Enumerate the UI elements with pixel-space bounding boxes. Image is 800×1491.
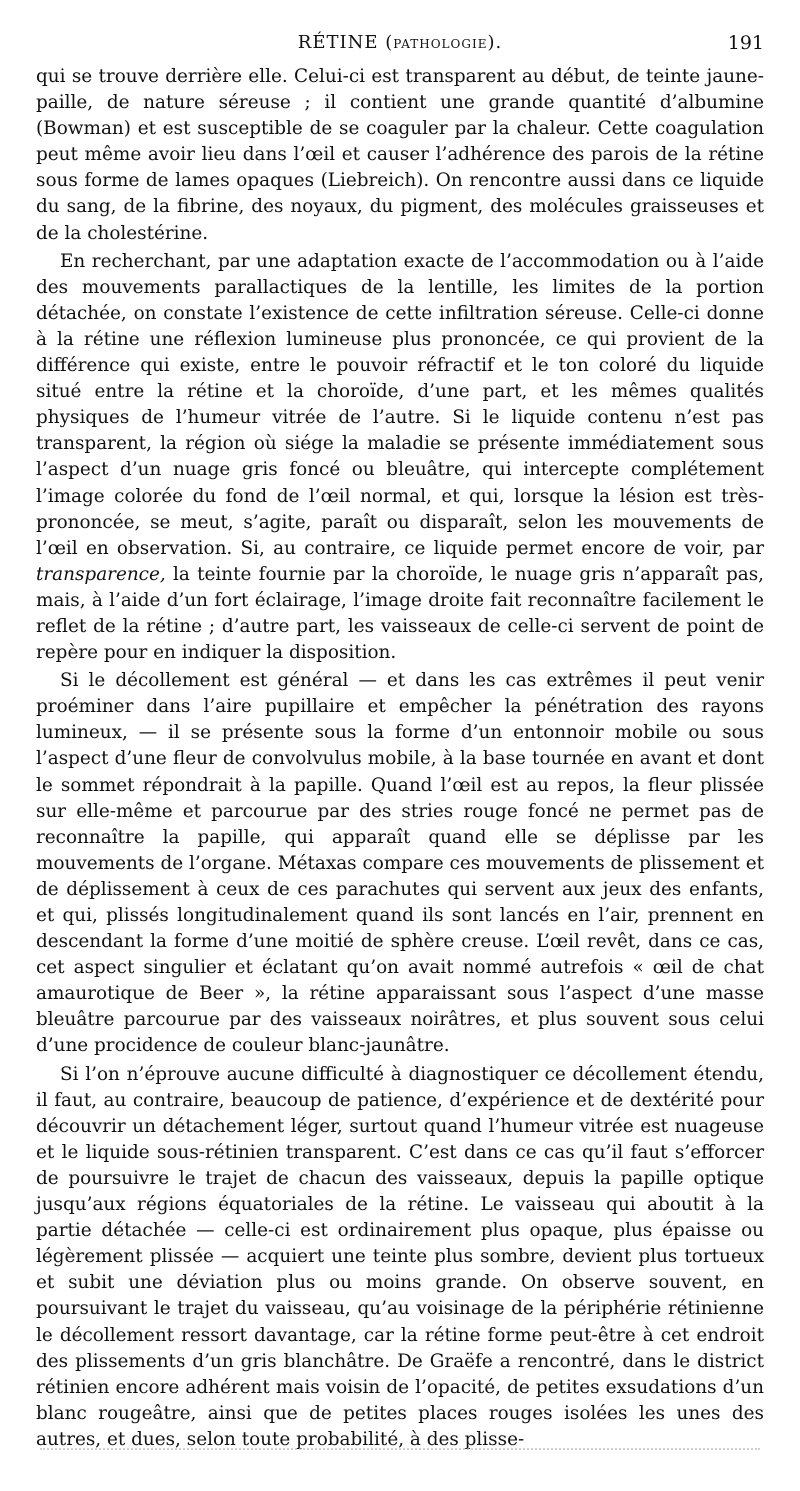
paragraph-3	[36, 668, 764, 1059]
paragraph-2	[36, 249, 764, 667]
paragraph-3-text: Si le décollement est général — et dans les cas extrêmes il peut venir proéminer dans l’aire pupillaire et empêcher la pénétration des rayons lumineux, — il se présente sous la forme d’un entonnoir mobile ou sous l’aspect d’une fleur de convolvulus mobile, à la base tournée en avant et dont le sommet répondrait à la papille. Quand l’œil est au repos, la fleur plissée sur elle-même et parcourue par des stries rouge foncé ne permet pas de reconnaître la papille, qui apparaît quand elle se déplisse par les mouvements de l’organe. Métaxas compare ces mouvements de plissement et de déplissement à ceux de ces parachutes qui servent aux jeux des enfants, et qui, plissés longitudinalement quand ils sont lancés en l’air, prennent en descendant la forme d’une moitié de sphère creuse. L’œil revêt, dans ce cas, cet aspect singulier et éclatant qu’on avait nommé autrefois « œil de chat amaurotique de Beer », la rétine apparaissant sous l’aspect d’une masse bleuâtre parcourue par des vaisseaux noirâtres, et plus souvent sous celui d’une procidence de couleur blanc-jaunâtre.	[36, 670, 764, 1057]
paragraph-2-text-start: En recherchant, par une adaptation exacte de l’accommodation ou à l’aide des mouvements parallactiques de la lentille, les limites de la portion détachée, on constate l’existence de cette infiltration séreuse. Celle-ci donne à la rétine une réflexion lumineuse plus prononcée, ce qui provient de la différence qui existe, entre le pouvoir réfractif et le ton coloré du liquide situé entre la rétine et la choroïde, d’une part, et les mêmes qualités physiques de l’humeur vitrée de l’autre. Si le liquide contenu n’est pas transparent, la région où siége la maladie se présente immédiatement sous l’aspect d’un nuage gris foncé ou bleuâtre, qui intercepte complétement l’image colorée du fond de l’œil normal, et qui, lorsque la lésion est très-prononcée, se meut, s’agite, paraît ou disparaît, selon les mouvements de l’œil en observation. Si, au contraire, ce liquide permet encore de voir, par	[36, 250, 764, 559]
paragraph-1-text: qui se trouve derrière elle. Celui-ci est transparent au début, de teinte jaune-paille, de nature séreuse ; il contient une grande quantité d’albumine (Bowman) et est susceptible de se coaguler par la chaleur. Cette coagulation peut même avoir lieu dans l’œil et causer l’adhérence des parois de la rétine sous forme de lames opaques (Liebreich). On rencontre aussi dans ce liquide du sang, de la fibrine, des noyaux, du pigment, des molécules graisseuses et de la cholestérine.	[36, 66, 764, 244]
page-header	[36, 30, 764, 56]
paragraph-2-italic-term: transparence,	[36, 563, 166, 585]
running-title-paren-open: (	[385, 32, 394, 53]
running-title	[36, 30, 764, 57]
running-title-subtitle: PATHOLOGIE	[393, 37, 488, 51]
paragraph-4	[36, 1062, 764, 1453]
body-text	[36, 64, 764, 1453]
paragraph-4-text: Si l’on n’éprouve aucune difficulté à diagnostiquer ce décollement étendu, il faut, au contraire, beaucoup de patience, d’expérience et de dextérité pour découvrir un détachement léger, surtout quand l’humeur vitrée est nuageuse et le liquide sous-rétinien transparent. C’est dans ce cas qu’il faut s’efforcer de poursuivre le trajet de chacun des vaisseaux, depuis la papille optique jusqu’aux régions équatoriales de la rétine. Le vaisseau qui aboutit à la partie détachée — celle-ci est ordinairement plus opaque, plus épaisse ou légèrement plissée — acquiert une teinte plus sombre, devient plus tortueux et subit une déviation plus ou moins grande. On observe souvent, en poursuivant le trajet du vaisseau, qu’au voisinage de la périphérie rétinienne le décollement ressort davantage, car la rétine forme peut-être à cet endroit des plissements d’un gris blanchâtre. De Graëfe a rencontré, dans le district rétinien encore adhérent mais voisin de l’opacité, de petites exsudations d’un blanc rougeâtre, ainsi que de petites places rouges isolées les unes des autres, et dues, selon toute probabilité, à des plisse-	[36, 1063, 764, 1450]
running-title-main: RÉTINE	[297, 32, 379, 53]
bleed-through-dots	[40, 1448, 760, 1452]
running-title-paren-close: ).	[487, 32, 503, 53]
page-number: 191	[727, 32, 764, 54]
paragraph-2-text-end: la teinte fournie par la choroïde, le nuage gris n’apparaît pas, mais, à l’aide d’un fort éclairage, l’image droite fait reconnaître facilement le reflet de la rétine ; d’autre part, les vaisseaux de celle-ci servent de point de repère pour en indiquer la disposition.	[36, 563, 764, 664]
paragraph-1	[36, 64, 764, 247]
